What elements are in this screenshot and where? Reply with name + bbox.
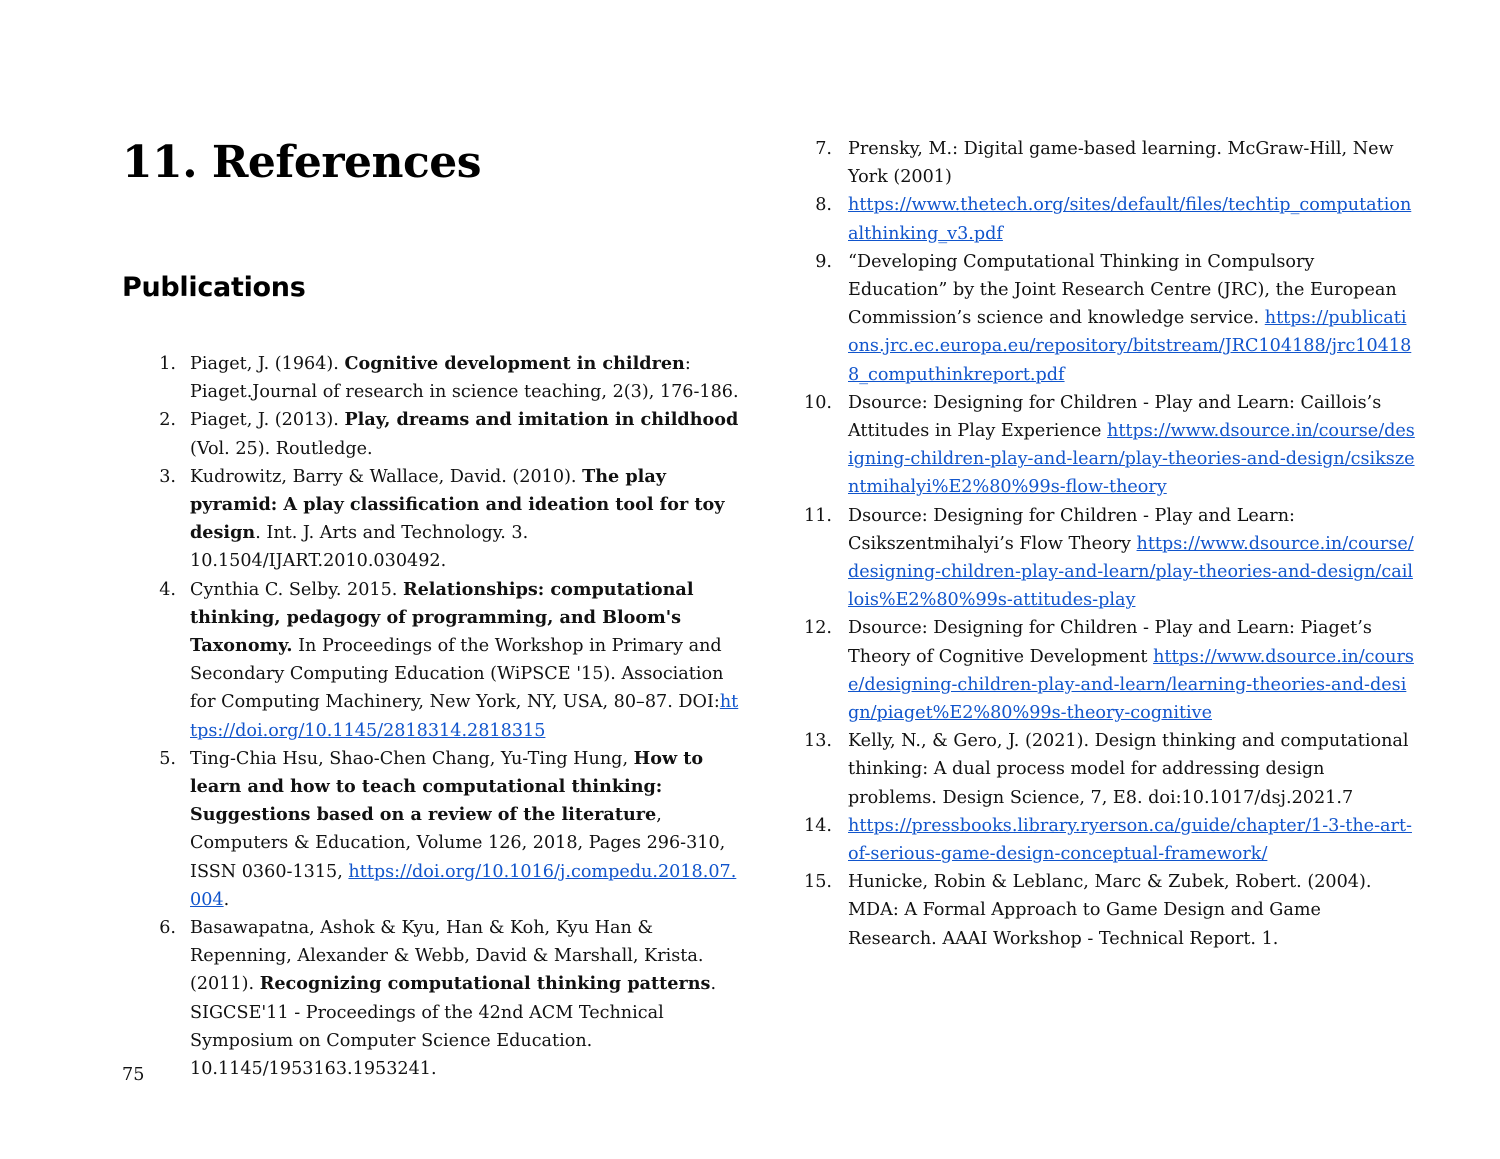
reference-number: 7.	[815, 139, 832, 159]
reference-text: (Vol. 25). Routledge.	[190, 438, 373, 459]
reference-link[interactable]: https://www.dsource.in/course/designing-children-play-and-learn/learning-theories-and-design/piaget%E2%80%99s-theory-cognitive	[848, 646, 1414, 724]
reference-number: 9.	[815, 251, 832, 272]
reference-number: 10.	[804, 392, 832, 413]
reference-title: How to learn and how to teach computational thinking: Suggestions based on a review of the literature	[190, 747, 704, 826]
reference-number: 5.	[159, 748, 176, 769]
reference-number: 1.	[159, 354, 176, 374]
reference-item	[800, 812, 1415, 868]
reference-text: : Piaget.Journal of research in science teaching, 2(3), 176-186.	[190, 354, 739, 403]
reference-text: Cynthia C. Selby. 2015.	[190, 579, 403, 600]
reference-item	[120, 914, 745, 1083]
reference-text: . SIGCSE'11 - Proceedings of the 42nd ACM Technical Symposium on Computer Science Education. 10.1145/1953163.1953241.	[190, 974, 717, 1080]
reference-number: 15.	[804, 872, 832, 893]
reference-number: 8.	[815, 195, 832, 216]
reference-item	[120, 350, 745, 406]
reference-number: 14.	[804, 815, 832, 836]
reference-item	[120, 463, 745, 576]
reference-title: Cognitive development in children	[344, 353, 685, 374]
page-heading: 11. References	[122, 137, 482, 188]
reference-item	[800, 191, 1415, 247]
reference-item	[800, 389, 1415, 502]
reference-text: Piaget, J. (2013).	[190, 410, 345, 431]
reference-number: 6.	[159, 918, 176, 939]
reference-item	[800, 727, 1415, 812]
reference-item	[120, 406, 745, 462]
reference-text: Basawapatna, Ashok & Kyu, Han & Koh, Kyu Han & Repenning, Alexander & Webb, David & Marshall, Krista. (2011).	[190, 918, 704, 995]
reference-title: Recognizing computational thinking patterns	[259, 973, 711, 995]
reference-link[interactable]: https://pressbooks.library.ryerson.ca/guide/chapter/1-3-the-art-of-serious-game-design-conceptual-framework/	[848, 815, 1412, 865]
reference-text: Prensky, M.: Digital game-based learning. McGraw-Hill, New York (2001)	[848, 139, 1394, 188]
reference-text: Ting-Chia Hsu, Shao-Chen Chang, Yu-Ting Hung,	[190, 748, 634, 769]
reference-list-right	[800, 135, 1415, 953]
reference-number: 12.	[804, 618, 832, 639]
reference-item	[800, 614, 1415, 727]
reference-list-left	[120, 350, 745, 1083]
reference-text: , Computers & Education, Volume 126, 2018, Pages 296-310, ISSN 0360-1315,	[190, 805, 726, 882]
reference-number: 4.	[159, 579, 176, 600]
reference-title: Relationships: computational thinking, pedagogy of programming, and Bloom's Taxonomy.	[190, 578, 694, 657]
section-heading-publications: Publications	[122, 272, 306, 303]
reference-link[interactable]: https://www.thetech.org/sites/default/files/techtip_computationalthinking_v3.pdf	[848, 195, 1412, 244]
reference-item	[120, 576, 745, 745]
reference-title: The play pyramid: A play classification and ideation tool for toy design	[190, 465, 725, 544]
reference-text: Dsource: Designing for Children - Play and Learn: Csikszentmihalyi’s Flow Theory	[848, 505, 1295, 554]
reference-link[interactable]: https://doi.org/10.1145/2818314.2818315	[190, 692, 739, 741]
page-number: 75	[122, 1065, 145, 1085]
reference-text: “Developing Computational Thinking in Compulsory Education” by the Joint Research Centre (JRC), the European Commission’s science and knowledge service.	[848, 251, 1397, 329]
reference-text: .	[223, 889, 230, 910]
reference-number: 3.	[159, 466, 176, 487]
reference-link[interactable]: https://www.dsource.in/course/designing-children-play-and-learn/play-theories-and-design/caillois%E2%80%99s-attitudes-play	[848, 533, 1414, 611]
reference-text: Kelly, N., & Gero, J. (2021). Design thinking and computational thinking: A dual process model for addressing design problems. Design Science, 7, E8. doi:10.1017/dsj.2021.7	[848, 731, 1409, 808]
reference-text: Piaget, J. (1964).	[190, 354, 345, 374]
reference-text: . Int. J. Arts and Technology. 3. 10.1504/IJART.2010.030492.	[190, 523, 529, 572]
reference-item	[800, 502, 1415, 615]
reference-item	[800, 248, 1415, 389]
reference-number: 13.	[804, 731, 832, 752]
reference-text: Kudrowitz, Barry & Wallace, David. (2010).	[190, 466, 583, 487]
reference-item	[120, 745, 745, 914]
reference-title: Play, dreams and imitation in childhood	[344, 409, 739, 431]
reference-item	[800, 135, 1415, 191]
reference-link[interactable]: https://doi.org/10.1016/j.compedu.2018.07.004	[190, 861, 737, 910]
reference-text: Hunicke, Robin & Leblanc, Marc & Zubek, Robert. (2004). MDA: A Formal Approach to Game Design and Game Research. AAAI Workshop - Technical Report. 1.	[848, 872, 1372, 949]
reference-number: 11.	[804, 505, 832, 526]
reference-item	[800, 868, 1415, 953]
reference-text: Dsource: Designing for Children - Play and Learn: Caillois’s Attitudes in Play Experience	[848, 392, 1382, 442]
reference-link[interactable]: https://www.dsource.in/course/designing-children-play-and-learn/play-theories-and-design/csikszentmihalyi%E2%80%99s-flow-theory	[848, 421, 1415, 498]
reference-text: In Proceedings of the Workshop in Primary and Secondary Computing Education (WiPSCE '15). Association for Computing Machinery, New York, NY, USA, 80–87. DOI:	[190, 636, 724, 713]
reference-text: Dsource: Designing for Children - Play and Learn: Piaget’s Theory of Cognitive Development	[848, 618, 1372, 667]
reference-number: 2.	[159, 410, 176, 431]
reference-link[interactable]: https://publications.jrc.ec.europa.eu/repository/bitstream/JRC104188/jrc104188_computhinkreport.pdf	[848, 308, 1412, 385]
